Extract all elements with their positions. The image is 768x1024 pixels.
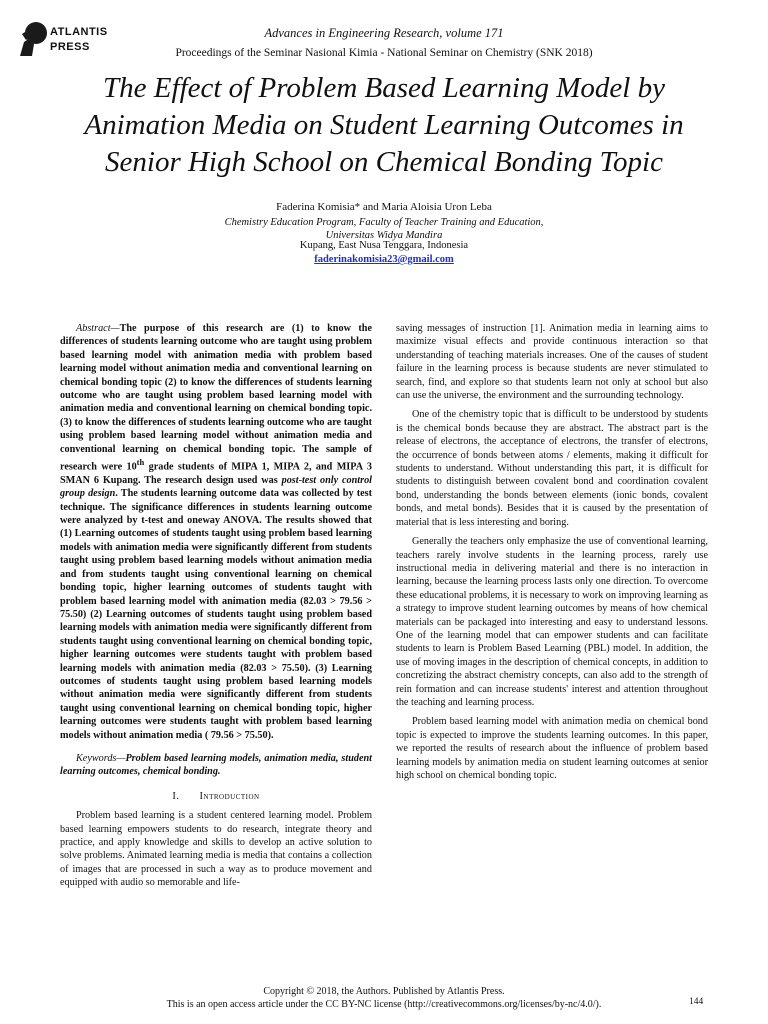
proceedings-header: Proceedings of the Seminar Nasional Kimia - National Seminar on Chemistry (SNK 2018) [175, 47, 593, 59]
intro-paragraph: Problem based learning is a student centered learning model. Problem based learning empowers students to do research, integrate theory and practice, and apply knowledge and skills to develop an active solution to solve problems. Animated learning media is media that contains a collection of images that are processed in such a way as to produce movement and equipped with audio so memorable and life- [60, 810, 372, 889]
body-paragraph: Problem based learning model with animation media on chemical bond topic is expected to improve the students learning outcomes. In this paper, we reported the results of research about the influence of problem based learning models by animation media on student learning outcomes at senior high school on chemical bonding topic. [396, 716, 708, 781]
keywords-label: Keywords— [76, 752, 126, 764]
copyright-line: Copyright © 2018, the Authors. Published by Atlantis Press. [263, 986, 505, 997]
affiliation [0, 216, 768, 242]
body-paragraph: saving messages of instruction [1]. Animation media in learning aims to maximize visual effects and provide continuous interaction so that understanding of teaching materials increases. One of the causes of student failure in the learning process is because students are never stimulated to search, find, and explore so that students learn not only at school but also can use the universe, the environment and the surrounding technology. [396, 323, 708, 402]
publisher-name: ATLANTIS [50, 26, 108, 38]
keywords [60, 752, 372, 779]
series-header: Advances in Engineering Research, volume 171 [264, 26, 504, 40]
footer [0, 985, 768, 1011]
section-number: I. [172, 790, 180, 802]
keywords-text: Problem based learning models, animation media, student learning outcomes, chemical bonding. [60, 752, 372, 778]
paper-title [30, 70, 738, 181]
license-line: This is an open access article under the CC BY-NC license (http://creativecommons.org/licenses/by-nc/4.0/). [166, 999, 602, 1010]
abstract-text: The purpose of this research are (1) to know the differences of students learning outcome who are taught using problem based learning model with animation media with problem based learning model without animation media and conventional learning on chemical bonding topic (2) to know the differences of students learning outcome who are taught using problem based learning model with animation media and conventional learning on chemical bonding topic. (3) to know the differences of students learning outcome who are taught using problem based learning model without animation media and conventional learning on chemical bonding topic. The sample of research were 10 [60, 323, 372, 473]
affiliation-line: Chemistry Education Program, Faculty of Teacher Training and Education, [224, 217, 544, 228]
location: Kupang, East Nusa Tenggara, Indonesia [299, 240, 469, 251]
abstract-design: post-test only control group design [60, 474, 373, 500]
body-paragraph: Generally the teachers only emphasize the use of conventional learning, teachers rarely involve students in the learning process, rarely use instructional media in delivering material and there is no interaction in learning, because the learning process lasts only one direction. To overcome these educational problems, it is necessary to work on improving learning as a strategy to improve student learning outcomes by means of how chemical materials can be packaged into interesting and easy to understand lessons. One of the learning model that can empower students and can facilitate students to learn is Problem Based Learning (PBL) model. In addition, the use of moving images in the description of chemical concepts, in addition to concretizing the abstract chemistry concepts, can also add to the strength of rein formation and can increase students' interest and attention throughout the teaching and learning process. [396, 536, 708, 708]
body-paragraph: One of the chemistry topic that is difficult to be understood by students is the chemical bonds because they are abstract. The abstract part is the release of electrons, the acceptance of electrons, the transfer of electrons, the occurrence of bonds between atoms / elements, making it difficult for students to understand. Without understanding this part, it is difficult for students to distinguish between covalent bond and coordination covalent bond, understanding the bonds between elements (ionic bonds, covalent bonds, and metal bonds). Besides that it is caused by the presentation of material that is less interesting and boring. [396, 409, 708, 528]
abstract-label: Abstract— [76, 323, 120, 334]
affiliation-university: Universitas Widya Mandira [325, 230, 443, 241]
right-column [396, 322, 708, 788]
page-number: 144 [689, 997, 704, 1007]
abstract-text-2: grade students of MIPA 1, MIPA 2, and MIPA 3 SMAN 6 Kupang. The research design used was [60, 461, 373, 486]
publisher-name-2: PRESS [50, 41, 90, 53]
section-title: Introduction [199, 790, 260, 802]
left-column [60, 322, 372, 896]
authors: Faderina Komisia* and Maria Aloisia Uron Leba [276, 201, 492, 213]
title-line: Animation Media on Student Learning Outcomes in [84, 109, 684, 141]
abstract-text-3: . The students learning outcome data was collected by test technique. The significance differences in students learning outcome were analyzed by t-test and oneway ANOVA. The results showed that (1) Learning outcomes of students taught using problem based learning models with animation media were significantly different from students taught using problem based learning models without animation media and from students taught using conventional learning on chemical bonding topic, higher learning outcomes of students taught with problem based learning model with animation media (82.03 > 79.56 > 75.50) (2) Learning outcomes of students taught using problem based learning models with animation media were significantly different from students taught using conventional learning on chemical bonding topic, higher learning outcomes were students taught with problem based learning models with animation media (82.03 > 75.50). (3) Learning outcomes of students taught using problem based learning models without animation media were significantly different from students taught using conventional learning on chemical bonding topic, higher learning outcomes were students taught with problem based learning models without animation media ( 79.56 > 75.50). [60, 488, 372, 741]
title-line: Senior High School on Chemical Bonding Topic [105, 146, 663, 178]
section-heading-introduction [60, 790, 372, 803]
email-link[interactable]: faderinakomisia23@gmail.com [314, 254, 454, 265]
title-line: The Effect of Problem Based Learning Model by [103, 72, 665, 104]
abstract [60, 322, 372, 742]
abstract-sup: th [136, 457, 145, 468]
